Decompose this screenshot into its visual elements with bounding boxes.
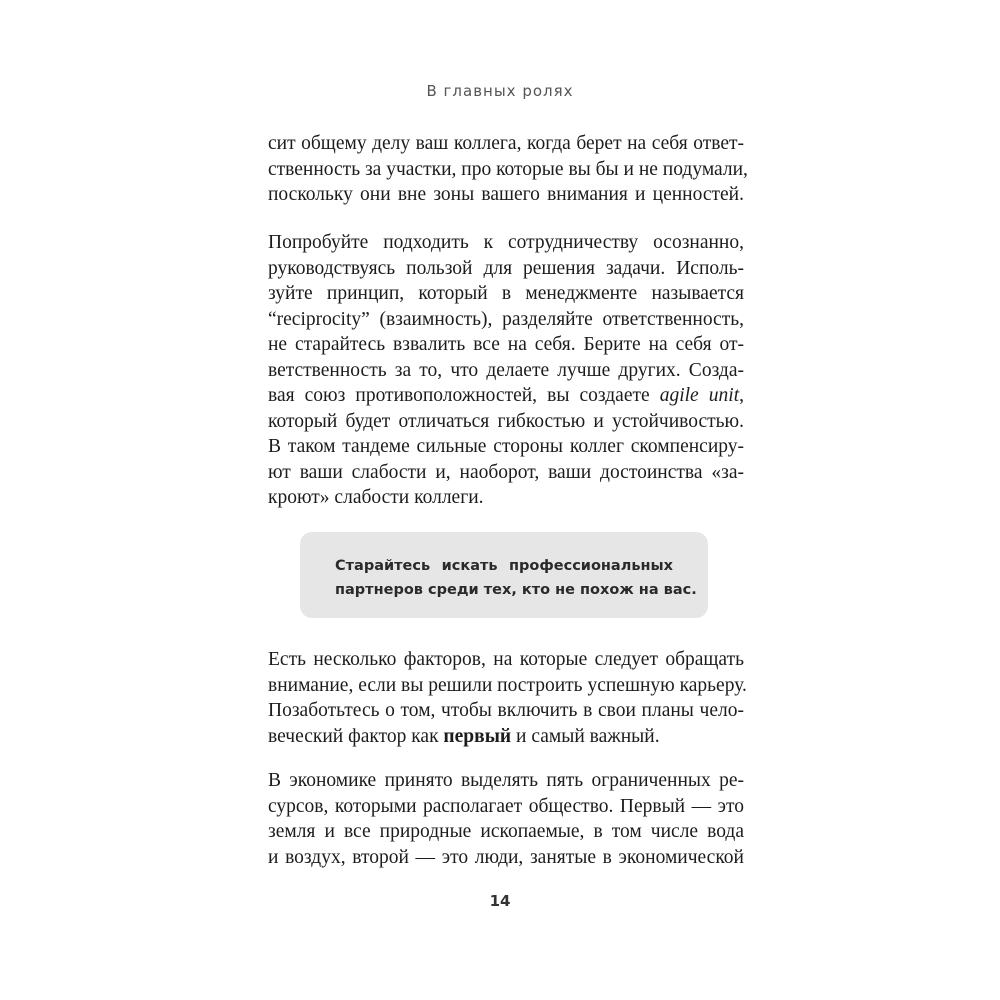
text-segment: Попробуйте подходить к сотрудничеству осознанно, (268, 232, 744, 253)
paragraph (268, 131, 748, 208)
callout-line: партнеров среди тех, кто не похож на вас. (335, 582, 697, 598)
text-segment: , (739, 385, 744, 406)
text-segment: сит общему делу ваш коллега, когда берет на себя ответ- (268, 133, 744, 154)
text-line (268, 698, 744, 724)
paragraph (268, 768, 744, 870)
page-number: 14 (489, 892, 511, 910)
bold-text: первый (443, 725, 512, 747)
text-line (268, 307, 744, 333)
text-line (268, 383, 744, 409)
text-line (268, 281, 744, 307)
text-segment: “reciprocity” (взаимность), разделяйте ответственность, (268, 308, 744, 330)
text-line (268, 485, 744, 511)
callout-text (335, 554, 697, 602)
text-segment: зуйте принцип, который в менеджменте называется (268, 283, 744, 304)
text-segment: В экономике принято выделять пять ограниченных ре- (268, 770, 744, 791)
text-segment: сурсов, которыми располагает общество. Первый — это (268, 795, 744, 817)
text-line (268, 157, 748, 183)
text-line (268, 673, 747, 699)
text-line (268, 358, 744, 384)
text-line (268, 819, 744, 845)
text-line (268, 230, 744, 256)
text-line (268, 434, 744, 460)
text-segment: и воздух, второй — это люди, занятые в экономической (268, 846, 744, 868)
running-head: В главных ролях (426, 82, 574, 100)
text-segment: веческий фактор как (268, 725, 444, 747)
text-segment: который будет отличаться гибкостью и устойчивостью. (268, 410, 744, 432)
text-line (268, 724, 744, 750)
text-segment: ветственность за то, что делаете лучше других. Созда- (268, 359, 744, 381)
text-segment: Есть несколько факторов, на которые следует обращать (268, 649, 744, 670)
text-segment: руководствуясь пользой для решения задачи. Исполь- (268, 257, 744, 279)
text-line (268, 182, 744, 208)
text-line (268, 332, 744, 358)
text-segment: внимание, если вы решили построить успешную карьеру. (268, 674, 747, 696)
text-segment: поскольку они вне зоны вашего внимания и ценностей. (268, 184, 744, 205)
paragraph (268, 230, 744, 511)
paragraph (268, 647, 747, 749)
text-segment: Позаботьтесь о том, чтобы включить в свои планы чело- (268, 700, 744, 721)
text-line (268, 131, 744, 157)
text-segment: ственность за участки, про которые вы бы и не подумали, (268, 158, 748, 180)
text-line (268, 768, 744, 794)
text-line (268, 845, 744, 871)
text-segment: и самый важный. (511, 725, 660, 747)
text-segment: земля и все природные ископаемые, в том числе вода (268, 821, 744, 842)
text-segment: не старайтесь взвалить все на себя. Берите на себя от- (268, 334, 744, 355)
text-line (268, 794, 744, 820)
italic-text: agile unit (659, 385, 740, 406)
text-line (268, 409, 744, 435)
text-segment: ют ваши слабости и, наоборот, ваши достоинства «за- (268, 461, 744, 483)
text-segment: вая союз противоположностей, вы создаете (268, 385, 660, 406)
callout-box (300, 532, 708, 618)
text-segment: В таком тандеме сильные стороны коллег скомпенсиру- (268, 436, 744, 457)
text-line (268, 460, 744, 486)
callout-line: Старайтесь искать профессиональных (335, 558, 673, 574)
text-line (268, 256, 744, 282)
text-line (268, 647, 744, 673)
text-segment: кроют» слабости коллеги. (268, 487, 484, 508)
